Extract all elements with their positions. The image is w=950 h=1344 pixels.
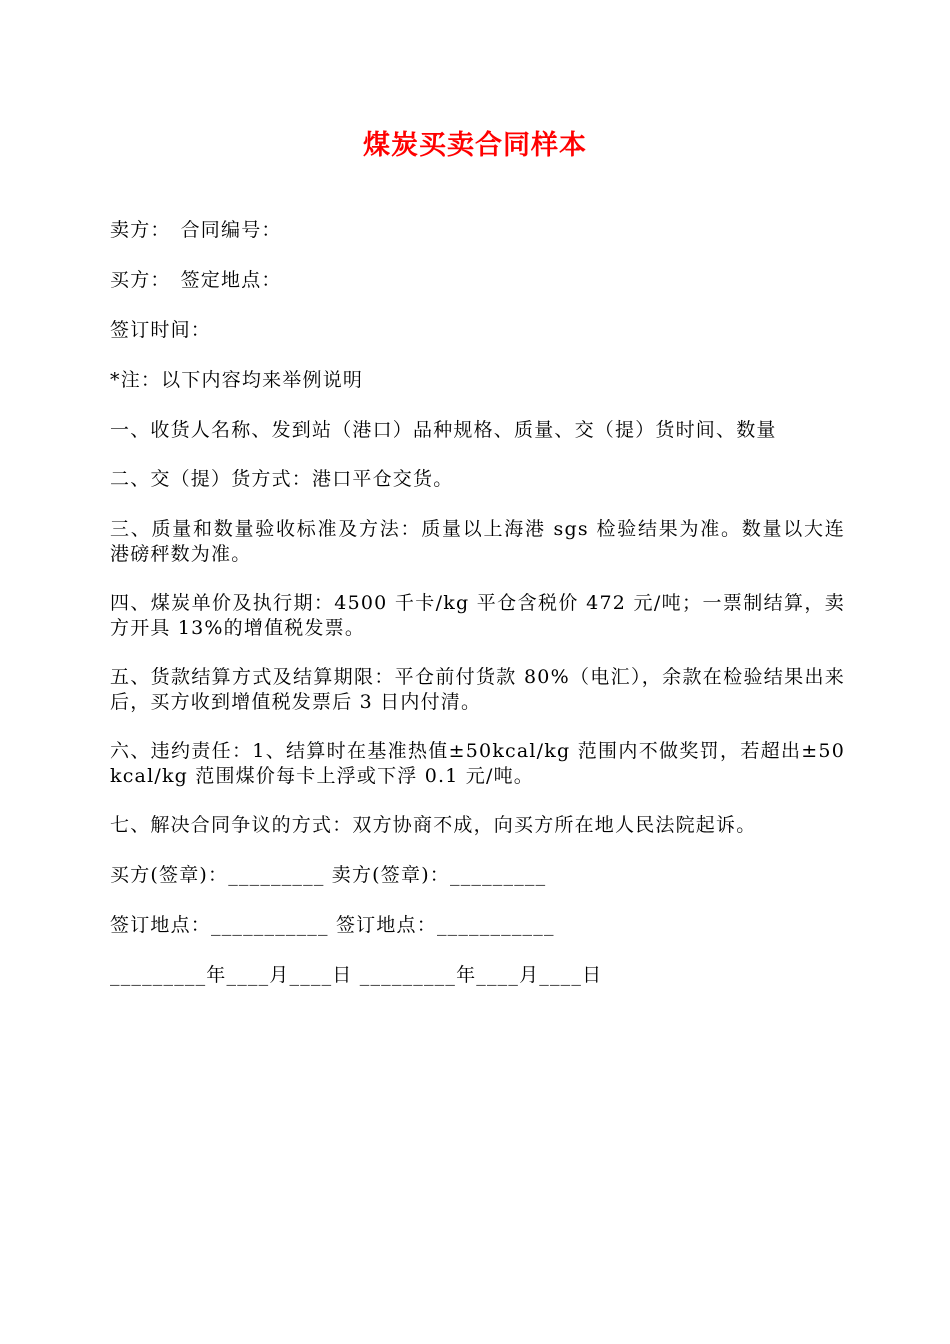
clause-3: 三、质量和数量验收标准及方法：质量以上海港 sgs 检验结果为准。数量以大连港磅秤数为准。 bbox=[110, 518, 845, 565]
clause-7: 七、解决合同争议的方式：双方协商不成，向买方所在地人民法院起诉。 bbox=[110, 814, 757, 836]
seller-line bbox=[110, 218, 845, 243]
buyer-place-field: 签订地点：___________ bbox=[110, 914, 329, 936]
seller-label: 卖方： bbox=[110, 219, 171, 241]
seller-seal-field: 卖方(签章)：_________ bbox=[331, 864, 547, 886]
clause-1: 一、收货人名称、发到站（港口）品种规格、质量、交（提）货时间、数量 bbox=[110, 419, 777, 441]
buyer-date-field: _________年____月____日 bbox=[110, 964, 353, 986]
seller-place-field: 签订地点：___________ bbox=[335, 914, 555, 936]
clause-2: 二、交（提）货方式：港口平仓交货。 bbox=[110, 468, 454, 490]
seller-date-field: _________年____月____日 bbox=[359, 964, 603, 986]
buyer-label: 买方： bbox=[110, 269, 171, 291]
signature-date-line bbox=[110, 963, 845, 988]
clause-4: 四、煤炭单价及执行期：4500 千卡/kg 平仓含税价 472 元/吨；一票制结算，卖方开具 13%的增值税发票。 bbox=[110, 592, 845, 639]
contract-no-label: 合同编号： bbox=[180, 219, 282, 241]
clause-5: 五、货款结算方式及结算期限：平仓前付货款 80%（电汇），余款在检验结果出来后，买方收到增值税发票后 3 日内付清。 bbox=[110, 666, 845, 713]
note-line: *注：以下内容均来举例说明 bbox=[110, 369, 364, 391]
buyer-line bbox=[110, 268, 845, 293]
document-body bbox=[110, 218, 845, 1013]
clause-6: 六、违约责任：1、结算时在基准热值±50kcal/kg 范围内不做奖罚，若超出±50kcal/kg 范围煤价每卡上浮或下浮 0.1 元/吨。 bbox=[110, 740, 845, 787]
sign-place-label: 签定地点： bbox=[180, 269, 282, 291]
sign-time-line: 签订时间： bbox=[110, 319, 212, 341]
signature-seal-line bbox=[110, 863, 845, 888]
signature-place-line bbox=[110, 913, 845, 938]
buyer-seal-field: 买方(签章)：_________ bbox=[110, 864, 325, 886]
document-title: 煤炭买卖合同样本 bbox=[363, 130, 587, 161]
